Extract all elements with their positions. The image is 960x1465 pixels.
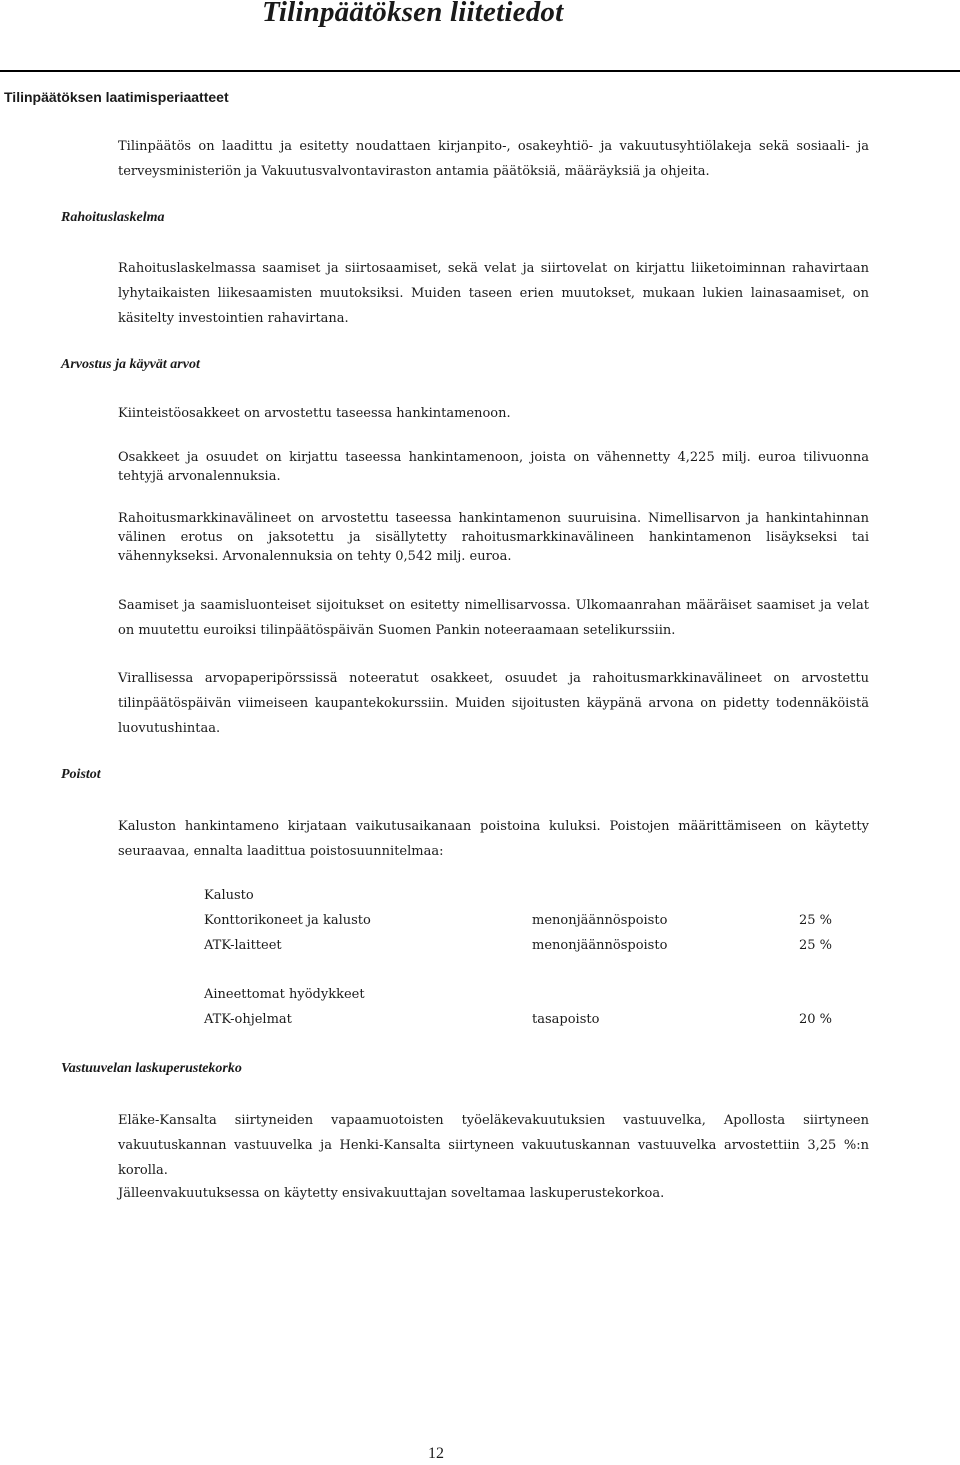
- page-number: 12: [428, 1445, 444, 1462]
- group-title-kalusto: Kalusto: [204, 888, 254, 903]
- depreciation-rate: 25 %: [799, 913, 833, 928]
- table-row: [204, 913, 844, 933]
- page-number-container: [0, 1445, 444, 1463]
- arvostus-paragraph-1: Kiinteistöosakkeet on arvostettu taseessa hankintamenoon.: [118, 406, 511, 421]
- depreciation-rate: 25 %: [799, 938, 833, 953]
- table-row: [204, 938, 844, 958]
- depreciation-group-title: [204, 987, 844, 1007]
- intro-paragraph: Tilinpäätös on laadittu ja esitetty noudattaen kirjanpito-, osakeyhtiö- ja vakuutusyhtiölakeja sekä sosiaali- ja terveysministeriön ja Vakuutusvalvontaviraston antamia päätöksiä, määräyksiä ja ohjeita.: [118, 139, 869, 179]
- group-title-aineettomat: Aineettomat hyödykkeet: [204, 987, 365, 1002]
- arvostus-paragraph-2: Osakkeet ja osuudet on kirjattu taseessa hankintamenoon, joista on vähennetty 4,225 milj. euroa tilivuonna tehtyjä arvonalennuksia.: [118, 450, 869, 484]
- heading-poistot: Poistot: [61, 767, 101, 782]
- depreciation-method: menonjäännöspoisto: [532, 913, 668, 928]
- arvostus-paragraph-3: Rahoitusmarkkinavälineet on arvostettu taseessa hankintamenon suuruisina. Nimellisarvon ja hankintahinnan välinen erotus on jaksotettu ja sisällytetty rahoitusmarkkinavälineen hankintamenon lisäykseksi tai vähennykseksi. Arvonalennuksia on tehty 0,542 milj. euroa.: [118, 511, 869, 564]
- depreciation-method: menonjäännöspoisto: [532, 938, 668, 953]
- depreciation-rate: 20 %: [799, 1012, 833, 1027]
- vastuuvelka-paragraph-2: Jälleenvakuutuksessa on käytetty ensivakuuttajan soveltamaa laskuperustekorkoa.: [118, 1186, 665, 1201]
- rahoituslaskelma-paragraph: Rahoituslaskelmassa saamiset ja siirtosaamiset, sekä velat ja siirtovelat on kirjattu liiketoiminnan rahavirtaan lyhytaikaisten liikesaamisten muutoksiksi. Muiden taseen erien muutokset, mukaan lukien lainasaamiset, on käsitelty investointien rahavirtana.: [118, 261, 869, 326]
- page-title: Tilinpäätöksen liitetiedot: [262, 0, 564, 28]
- table-row: [204, 1012, 844, 1032]
- depreciation-group-title: [204, 888, 844, 908]
- poistot-paragraph: Kaluston hankintameno kirjataan vaikutusaikanaan poistoina kuluksi. Poistojen määrittämiseen on käytetty seuraavaa, ennalta laadittua poistosuunnitelmaa:: [118, 819, 869, 859]
- vastuuvelka-paragraph-1: Eläke-Kansalta siirtyneiden vapaamuotoisten työeläkevakuutuksien vastuuvelka, Apollosta siirtyneen vakuutuskannan vastuuvelka ja Henki-Kansalta siirtyneen vakuutuskannan vastuuvelka arvostettiin 3,25 %:n korolla.: [118, 1113, 869, 1178]
- heading-rahoituslaskelma: Rahoituslaskelma: [61, 210, 165, 225]
- asset-name: ATK-laitteet: [204, 938, 282, 953]
- asset-name: Konttorikoneet ja kalusto: [204, 913, 371, 928]
- depreciation-method: tasapoisto: [532, 1012, 600, 1027]
- arvostus-paragraph-4: Saamiset ja saamisluonteiset sijoitukset on esitetty nimellisarvossa. Ulkomaanrahan määräiset saamiset ja velat on muutettu euroiksi tilinpäätöspäivän Suomen Pankin noteeraamaan setelikurssiin.: [118, 598, 869, 638]
- title-divider: [0, 70, 960, 72]
- heading-arvostus: Arvostus ja käyvät arvot: [61, 357, 200, 372]
- section-subtitle: Tilinpäätöksen laatimisperiaatteet: [4, 89, 229, 105]
- arvostus-paragraph-5: Virallisessa arvopaperipörssissä noteeratut osakkeet, osuudet ja rahoitusmarkkinavälineet on arvostettu tilinpäätöspäivän viimeiseen kaupantekokurssiin. Muiden sijoitusten käypänä arvona on pidetty todennäköistä luovutushintaa.: [118, 671, 869, 736]
- asset-name: ATK-ohjelmat: [204, 1012, 292, 1027]
- heading-vastuuvelka: Vastuuvelan laskuperustekorko: [61, 1061, 242, 1076]
